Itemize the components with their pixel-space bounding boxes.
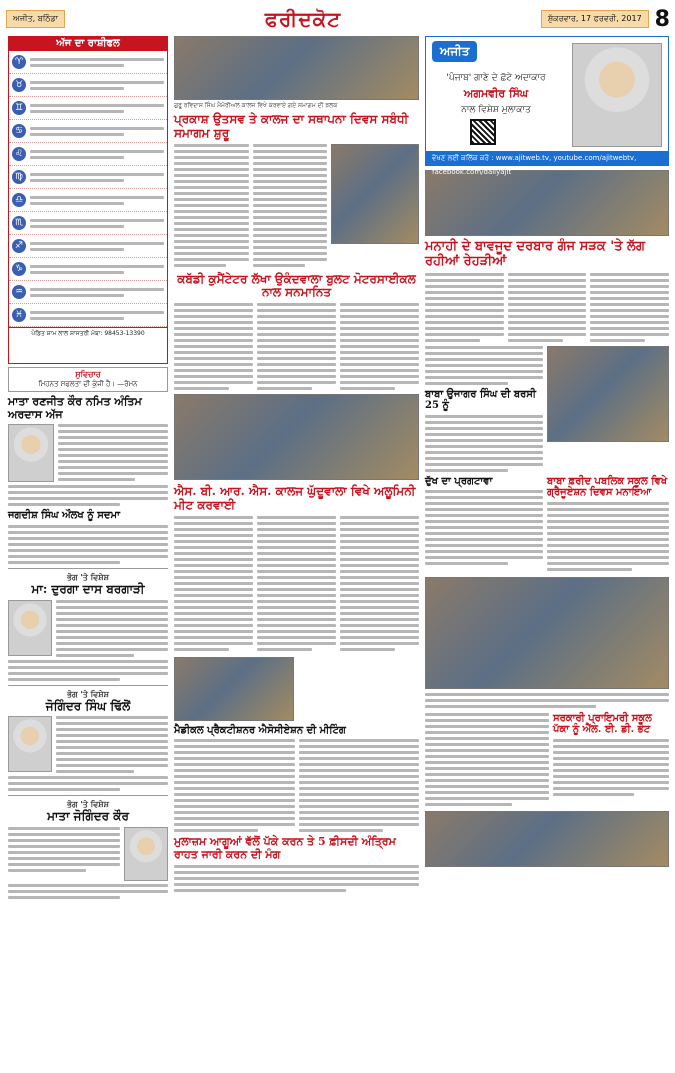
news-photo — [174, 36, 419, 100]
horoscope-row — [9, 120, 167, 143]
headline-right-4: ਬਾਬਾ ਫ਼ਰੀਦ ਪਬਲਿਕ ਸਕੂਲ ਵਿਖੇ ਗ੍ਰੈਜੂਏਸ਼ਨ ਦਿਵਸ ਮਨਾਇਆ — [547, 475, 668, 499]
horoscope-row — [9, 212, 167, 235]
horoscope-row — [9, 97, 167, 120]
ad-link-bar[interactable]: ਵੇਖਣ ਲਈ ਕਲਿੱਕ ਕਰੋ : www.ajitweb.tv, youtube.com/ajitwebtv, facebook.com/dailyajit — [426, 151, 668, 165]
zodiac-icon: ♓ — [12, 308, 26, 322]
zodiac-icon: ♉ — [12, 78, 26, 92]
zodiac-icon: ♏ — [12, 216, 26, 230]
zodiac-icon: ♒ — [12, 285, 26, 299]
headline-left-1: ਮਾਤਾ ਰਣਜੀਤ ਕੌਰ ਨਮਿਤ ਅੰਤਿਮ ਅਰਦਾਸ ਅੱਜ — [8, 395, 142, 421]
headline-left-3: ਮਾ: ਦੁਰਗਾ ਦਾਸ ਬਰਗਾੜੀ — [31, 581, 145, 596]
headline-left-5: ਮਾਤਾ ਜੋਗਿੰਦਰ ਕੌਰ — [47, 809, 129, 824]
horoscope-title: ਅੱਜ ਦਾ ਰਾਸ਼ੀਫਲ — [9, 37, 167, 51]
headline-middle-4: ਮੈਡੀਕਲ ਪ੍ਰੈਕਟੀਸ਼ਨਰ ਐਸੋਸੀਏਸ਼ਨ ਦੀ ਮੀਟਿੰਗ — [174, 724, 346, 736]
section-title: ਫਰੀਦਕੋਟ — [264, 7, 342, 31]
thought-title: ਸੁਵਿਚਾਰ — [75, 370, 101, 379]
zodiac-icon: ♊ — [12, 101, 26, 115]
headline-middle-3: ਐਸ. ਬੀ. ਆਰ. ਐਸ. ਕਾਲਜ ਘੁੱਦੂਵਾਲਾ ਵਿਖੇ ਅਲੂਮਿਨੀ ਮੀਟ ਕਰਵਾਈ — [174, 484, 416, 512]
news-photo — [425, 811, 669, 867]
zodiac-icon: ♑ — [12, 262, 26, 276]
headline-middle-5: ਮੁਲਾਜ਼ਮ ਆਗੂਆਂ ਵੱਲੋਂ ਪੱਕੇ ਕਰਨ ਤੇ 5 ਫ਼ੀਸਦੀ ਅੰਤ੍ਰਿਮ ਰਾਹਤ ਜਾਰੀ ਕਰਨ ਦੀ ਮੰਗ — [174, 835, 396, 861]
horoscope-footer: ਪੰਡਿਤ ਸ਼ਾਮ ਲਾਲ ਸ਼ਾਸਤਰੀ ਮੋਬਾ: 98453-13390 — [9, 327, 167, 340]
headline-middle-2: ਕਬੱਡੀ ਕੁਮੈਂਟੇਟਰ ਲੱਖਾ ਉਕੰਦਵਾਲਾ ਬੁਲਟ ਮੋਟਰਸਾਈਕਲ ਨਾਲ ਸਨਮਾਨਿਤ — [177, 271, 416, 300]
page-header — [6, 4, 670, 34]
photo-caption: ਗੁਰੂ ਰਵਿਦਾਸ ਸਿੰਘ ਮੈਮੋਰੀਅਲ ਕਾਲਜ ਵਿਖੇ ਕਰਵਾਏ ਗਏ ਸਮਾਗਮ ਦੀ ਝਲਕ — [174, 102, 338, 109]
thought-text: ਮਿਹਨਤ ਸਫਲਤਾ ਦੀ ਕੁੰਜੀ ਹੈ। —ਰੋਮਨ — [38, 380, 138, 388]
news-photo — [547, 346, 669, 442]
column-right — [425, 36, 669, 1067]
column-left — [8, 36, 168, 1067]
headline-middle-1: ਪ੍ਰਕਾਸ਼ ਉਤਸਵ ਤੇ ਕਾਲਜ ਦਾ ਸਥਾਪਨਾ ਦਿਵਸ ਸਬੰਧੀ ਸਮਾਗਮ ਸ਼ੁਰੂ — [174, 112, 409, 140]
bhog-label-3: ਭੋਗ 'ਤੇ ਵਿਸ਼ੇਸ਼ — [67, 800, 109, 810]
headline-left-4: ਜੋਗਿੰਦਰ ਸਿੰਘ ਢਿੱਲੋਂ — [45, 698, 131, 713]
page-number: 8 — [654, 6, 670, 32]
zodiac-icon: ♎ — [12, 193, 26, 207]
horoscope-row — [9, 166, 167, 189]
zodiac-icon: ♈ — [12, 55, 26, 69]
bhog-label-2: ਭੋਗ 'ਤੇ ਵਿਸ਼ੇਸ਼ — [67, 689, 109, 699]
horoscope-row — [9, 258, 167, 281]
zodiac-icon: ♐ — [12, 239, 26, 253]
ad-name: ਅਗਮਵੀਰ ਸਿੰਘ — [463, 87, 529, 100]
ajit-logo: ਅਜੀਤ — [432, 41, 477, 62]
zodiac-icon: ♍ — [12, 170, 26, 184]
horoscope-row — [9, 74, 167, 97]
bhog-label-1: ਭੋਗ 'ਤੇ ਵਿਸ਼ੇਸ਼ — [67, 572, 109, 582]
edition-label: ਅਜੀਤ, ਬਠਿੰਡਾ — [6, 10, 65, 28]
column-middle — [174, 36, 419, 1067]
horoscope-box — [8, 36, 168, 364]
zodiac-icon: ♋ — [12, 124, 26, 138]
headline-right-1: ਮਨਾਹੀ ਦੇ ਬਾਵਜੂਦ ਦਰਬਾਰ ਗੰਜ ਸੜਕ 'ਤੇ ਲੱਗ ਰਹੀਆਂ ਰੇਹੜੀਆਂ — [425, 239, 645, 269]
zodiac-icon: ♌ — [12, 147, 26, 161]
horoscope-row — [9, 51, 167, 74]
news-photo — [425, 577, 669, 689]
horoscope-row — [9, 235, 167, 258]
portrait-photo — [8, 600, 52, 656]
portrait-photo — [8, 424, 54, 482]
headline-left-2: ਜਗਦੀਸ਼ ਸਿੰਘ ਔਲਖ ਨੂੰ ਸਦਮਾ — [8, 510, 120, 522]
qr-code-icon — [470, 119, 496, 145]
horoscope-row — [9, 143, 167, 166]
news-photo — [174, 394, 419, 480]
news-photo — [425, 170, 669, 236]
date-label: ਸ਼ੁੱਕਰਵਾਰ, 17 ਫਰਵਰੀ, 2017 — [541, 10, 649, 28]
ajit-web-tv-ad[interactable] — [425, 36, 669, 176]
headline-right-3: ਦੁੱਖ ਦਾ ਪ੍ਰਗਟਾਵਾ — [425, 475, 493, 487]
portrait-photo — [8, 716, 52, 772]
child-portrait — [572, 43, 662, 147]
horoscope-row — [9, 189, 167, 212]
ad-line-1: 'ਪੰਜਾਬ' ਗਾਣੇ ਦੇ ਛੋਟੇ ਅਦਾਕਾਰ — [446, 73, 546, 83]
portrait-photo — [124, 827, 168, 881]
horoscope-row — [9, 281, 167, 304]
news-photo — [331, 144, 419, 244]
ad-line-2: ਨਾਲ ਵਿਸ਼ੇਸ਼ ਮੁਲਾਕਾਤ — [461, 105, 531, 115]
headline-right-2: ਬਾਬਾ ਉਜਾਗਰ ਸਿੰਘ ਦੀ ਬਰਸੀ 25 ਨੂੰ — [425, 388, 536, 412]
news-photo — [174, 657, 294, 721]
horoscope-row — [9, 304, 167, 327]
headline-right-5: ਸਰਕਾਰੀ ਪ੍ਰਾਇਮਰੀ ਸਕੂਲ ਪੱਕਾ ਨੂੰ ਐੱਲ. ਈ. ਡੀ. ਭੇਟ — [553, 712, 652, 736]
